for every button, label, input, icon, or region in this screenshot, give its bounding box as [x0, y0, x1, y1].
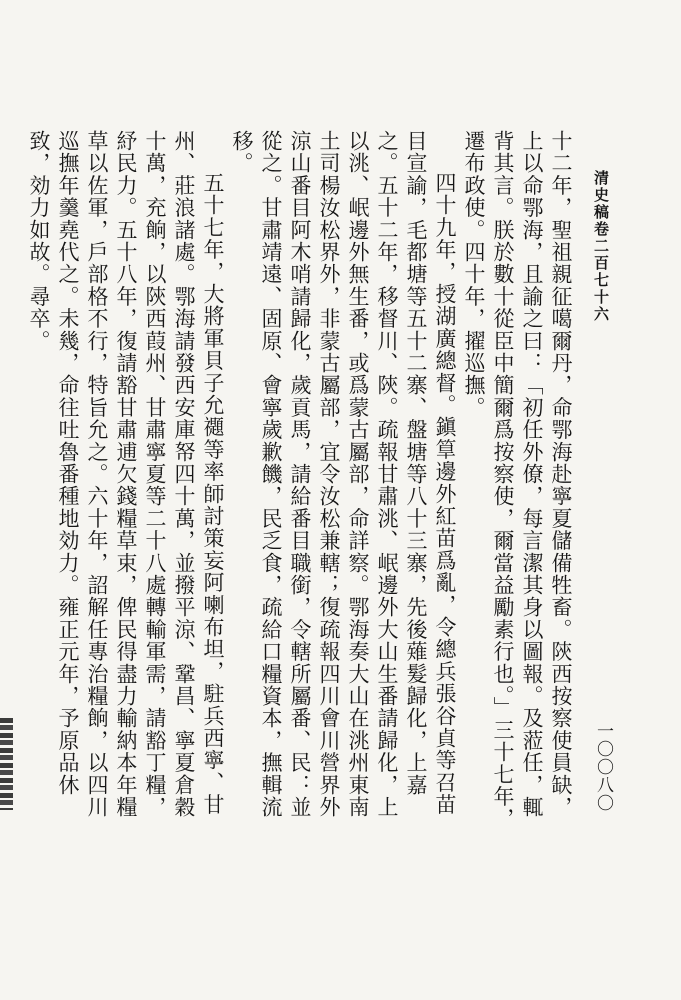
binding-edge-mark — [0, 718, 13, 810]
main-text — [27, 130, 575, 830]
paragraph-3: 五十七年，大將軍貝子允禵等率師討策妄阿喇布坦，駐兵西寧、甘州、莊浪諸處。鄂海請發西安庫帑四十萬，並撥平涼、鞏昌、寧夏倉穀十萬，充餉，以陝西葭州、甘肅寧夏等二十八處轉輸軍需，請豁丁糧，紓民力。五十八年，復請豁甘肅逋欠錢糧草束，俾民得盡力輸納本年糧草以佐軍，戶部格不行，特旨允之。六十年，詔解任專治糧餉，以四川巡撫年羹堯代之。未幾，命往吐魯番種地効力。雍正元年，予原品休致，効力如故。尋卒。 — [27, 130, 225, 819]
running-title: 清史稿卷二百七十六 — [592, 170, 610, 323]
paragraph-1: 十二年，聖祖親征噶爾丹，命鄂海赴寧夏儲備牲畜。陝西按察使員缺，上以命鄂海，且諭之曰：「初任外僚，每言潔其身以圖報。及蒞任，輒背其言。朕於數十從臣中簡爾爲按察使，爾當益勵素行也。」三十七年，遷布政使。四十年，擢巡撫。 — [462, 130, 573, 830]
paragraph-2: 四十九年，授湖廣總督。鎭筸邊外紅苗爲亂，令總兵張谷貞等召苗目宣諭，毛都塘等五十二寨、盤塘等八十三寨，先後薙髮歸化，上嘉之。五十二年，移督川、陝。疏報甘肅洮、岷邊外大山生番請歸化，上以洮、岷邊外無生番，或爲蒙古屬部，命詳察。鄂海奏大山在洮州東南土司楊汝松界外，非蒙古屬部，宜令汝松兼轄；復疏報四川會川營界外涼山番目阿木哨請歸化，歲貢馬，請給番目職銜，令轄所屬番、民：並從之。甘肅靖遠、固原、會寧歲歉饑，民乏食，疏給口糧資本，撫輯流移。 — [230, 130, 457, 819]
page-number: 一〇〇八〇 — [593, 722, 613, 812]
